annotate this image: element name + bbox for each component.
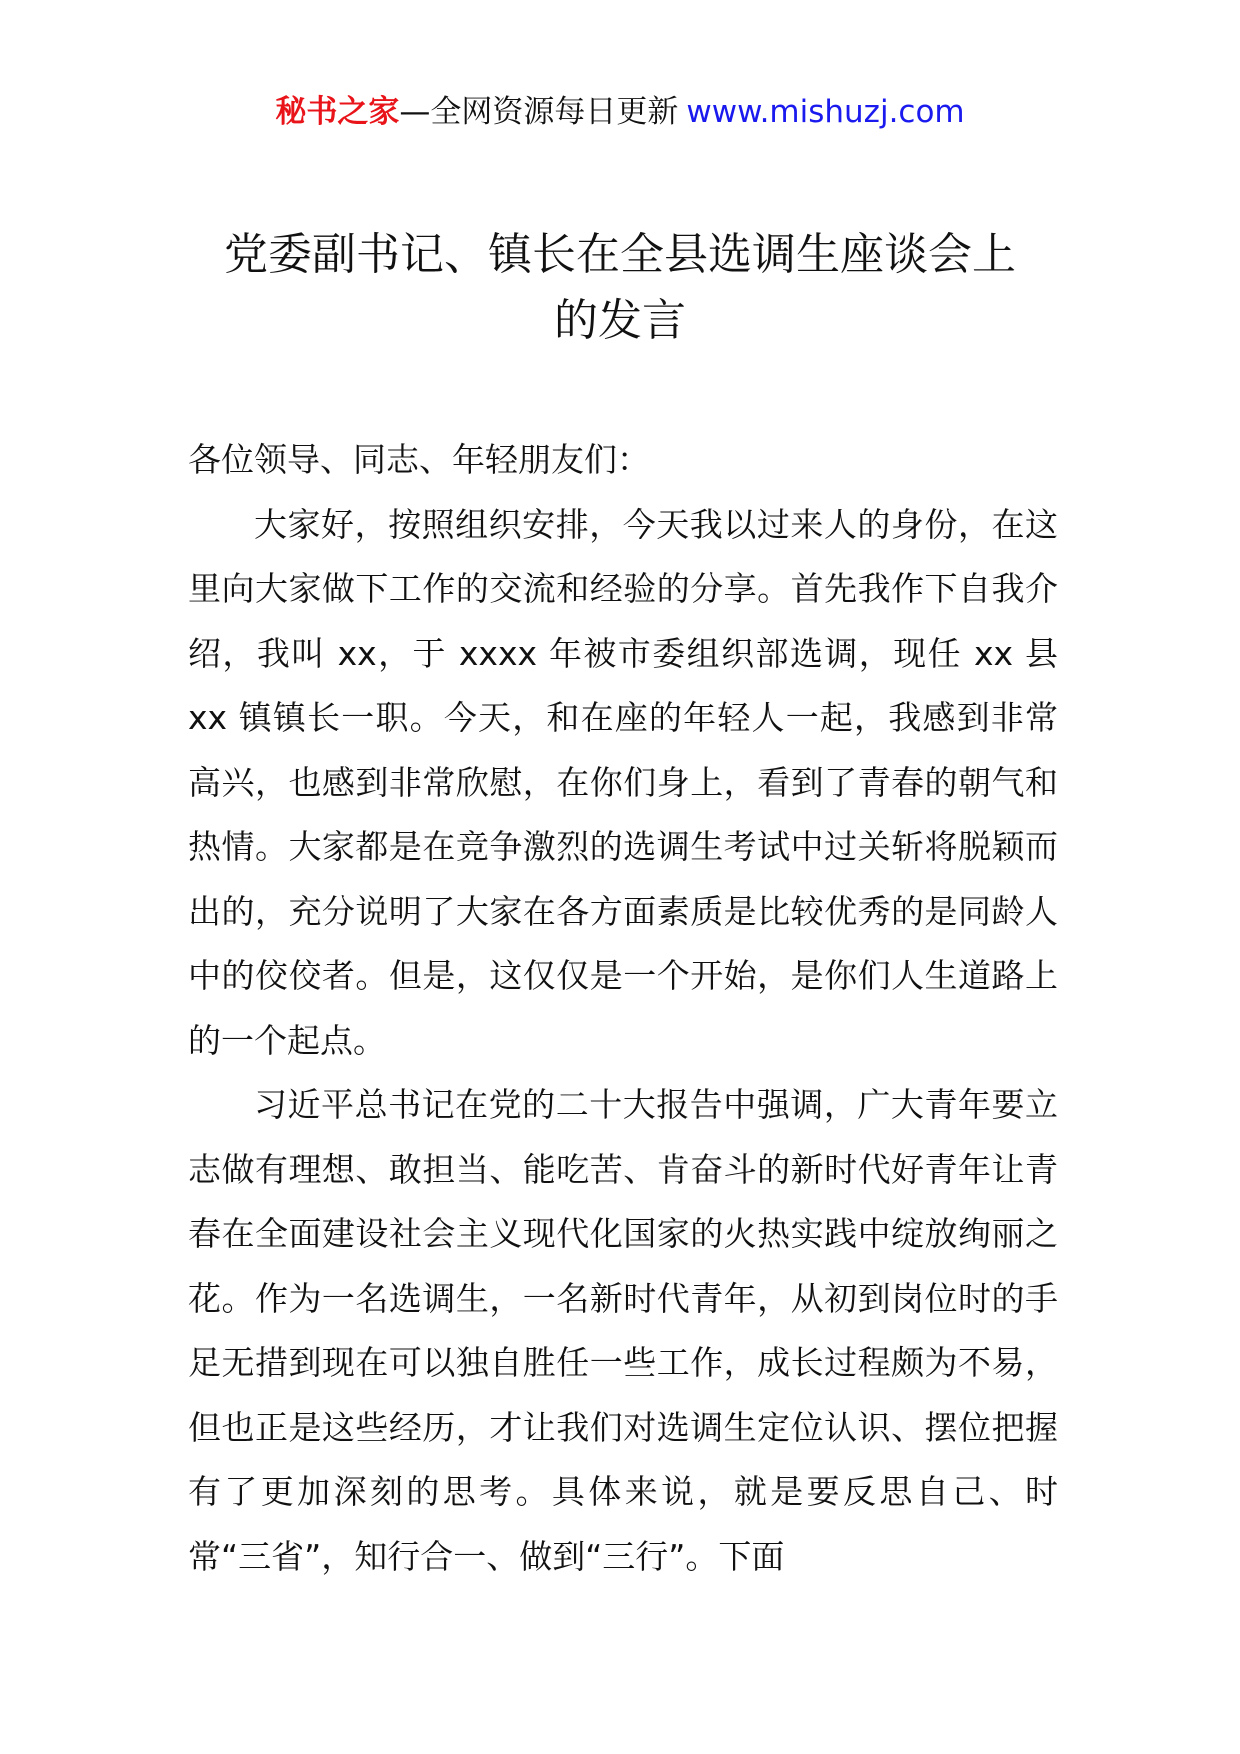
document-body bbox=[188, 428, 1058, 1589]
site-tagline: —全网资源每日更新 bbox=[399, 94, 679, 130]
body-paragraph-2: 习近平总书记在党的二十大报告中强调，广大青年要立志做有理想、敢担当、能吃苦、肯奋斗的新时代好青年让青春在全面建设社会主义现代化国家的火热实践中绽放绚丽之花。作为一名选调生，一名新时代青年，从初到岗位时的手足无措到现在可以独自胜任一些工作，成长过程颇为不易，但也正是这些经历，才让我们对选调生定位认识、摆位把握有了更加深刻的思考。具体来说，就是要反思自己、时常“三省”，知行合一、做到“三行”。下面 bbox=[188, 1085, 1058, 1576]
document-title-line-1: 党委副书记、镇长在全县选调生座谈会上 bbox=[224, 229, 1016, 280]
document-title bbox=[190, 222, 1050, 354]
site-brand: 秘书之家 bbox=[275, 94, 400, 130]
site-url-link[interactable]: www.mishuzj.com bbox=[686, 94, 965, 130]
document-title-line-2: 的发言 bbox=[554, 295, 686, 346]
salutation: 各位领导、同志、年轻朋友们： bbox=[188, 440, 650, 479]
site-header bbox=[0, 92, 1240, 132]
body-paragraph-1: 大家好，按照组织安排，今天我以过来人的身份，在这里向大家做下工作的交流和经验的分享。首先我作下自我介绍，我叫 xx，于 xxxx 年被市委组织部选调，现任 xx 县 xx 镇镇长一职。今天，和在座的年轻人一起，我感到非常高兴，也感到非常欣慰，在你们身上，看到了青春的朝气和热情。大家都是在竞争激烈的选调生考试中过关斩将脱颖而出的，充分说明了大家在各方面素质是比较优秀的是同龄人中的佼佼者。但是，这仅仅是一个开始，是你们人生道路上的一个起点。 bbox=[188, 504, 1058, 1060]
